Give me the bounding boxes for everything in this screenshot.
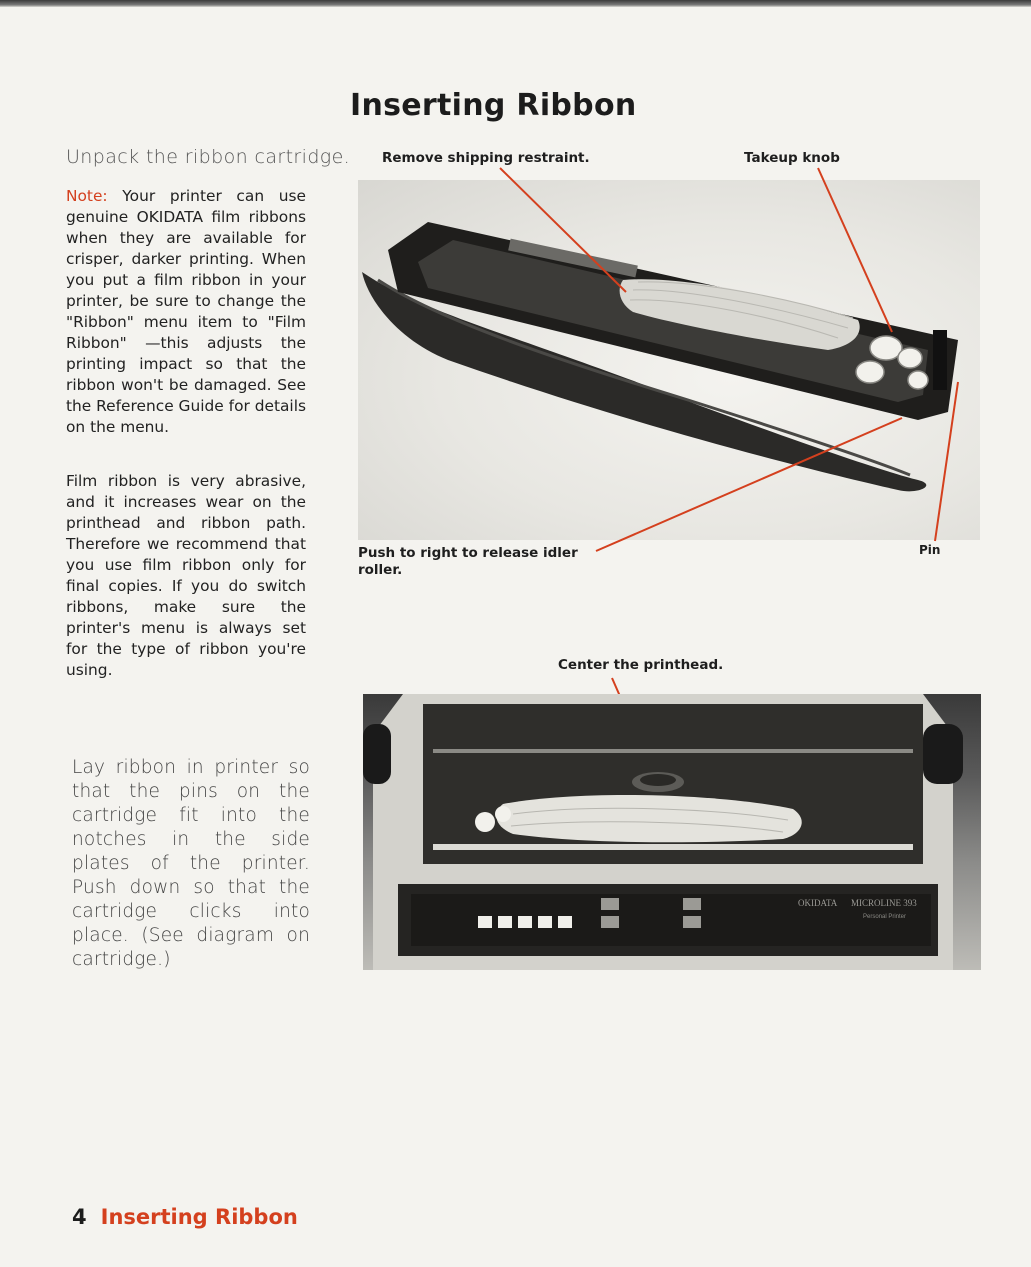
footer-section-title: Inserting Ribbon	[100, 1205, 298, 1229]
printer-subtitle-text: Personal Printer	[863, 914, 907, 920]
page-footer	[72, 1205, 298, 1229]
callout-center-printhead: Center the printhead.	[558, 657, 724, 673]
printer-illustration	[363, 694, 981, 970]
printer-brand-text: OKIDATA	[798, 898, 838, 908]
leader-idler	[596, 418, 902, 551]
leader-takeup	[818, 168, 892, 332]
lay-ribbon-instruction: Lay ribbon in printer so that the pins on the cartridge fit into the notches in the side plates of the printer. Push down so that the cartridge clicks into place. (See diagram on cartridge.)	[72, 757, 310, 970]
intro-instruction: Unpack the ribbon cartridge.	[66, 146, 351, 168]
callout-idler-line2: roller.	[358, 562, 403, 578]
leader-pin	[935, 382, 958, 541]
callout-idler-line1: Push to right to release idler	[358, 545, 578, 561]
printer-photo	[363, 694, 981, 970]
leader-restraint	[500, 168, 626, 292]
callout-pin: Pin	[919, 543, 941, 557]
page-title: Inserting Ribbon	[350, 88, 637, 123]
page-number: 4	[72, 1205, 87, 1229]
note-label: Note:	[66, 187, 108, 205]
callout-takeup-knob: Takeup knob	[744, 150, 840, 166]
note-text: Your printer can use genuine OKIDATA film ribbons when they are available for crisper, darker printing. When you put a film ribbon in your printer, be sure to change the "Ribbon" menu item to "Film Ribbon" —this adjusts the printing impact so that the ribbon won't be damaged. See the Reference Guide for details on the menu.	[66, 187, 306, 436]
printer-model-text: MICROLINE 393	[851, 898, 917, 908]
callout-remove-restraint: Remove shipping restraint.	[382, 150, 590, 166]
film-ribbon-paragraph: Film ribbon is very abrasive, and it increases wear on the printhead and ribbon path. Therefore we recommend that you use film ribbon only for final copies. If you do switch ribbons, make sure the printer's menu is always set for the type of ribbon you're using.	[66, 472, 306, 679]
